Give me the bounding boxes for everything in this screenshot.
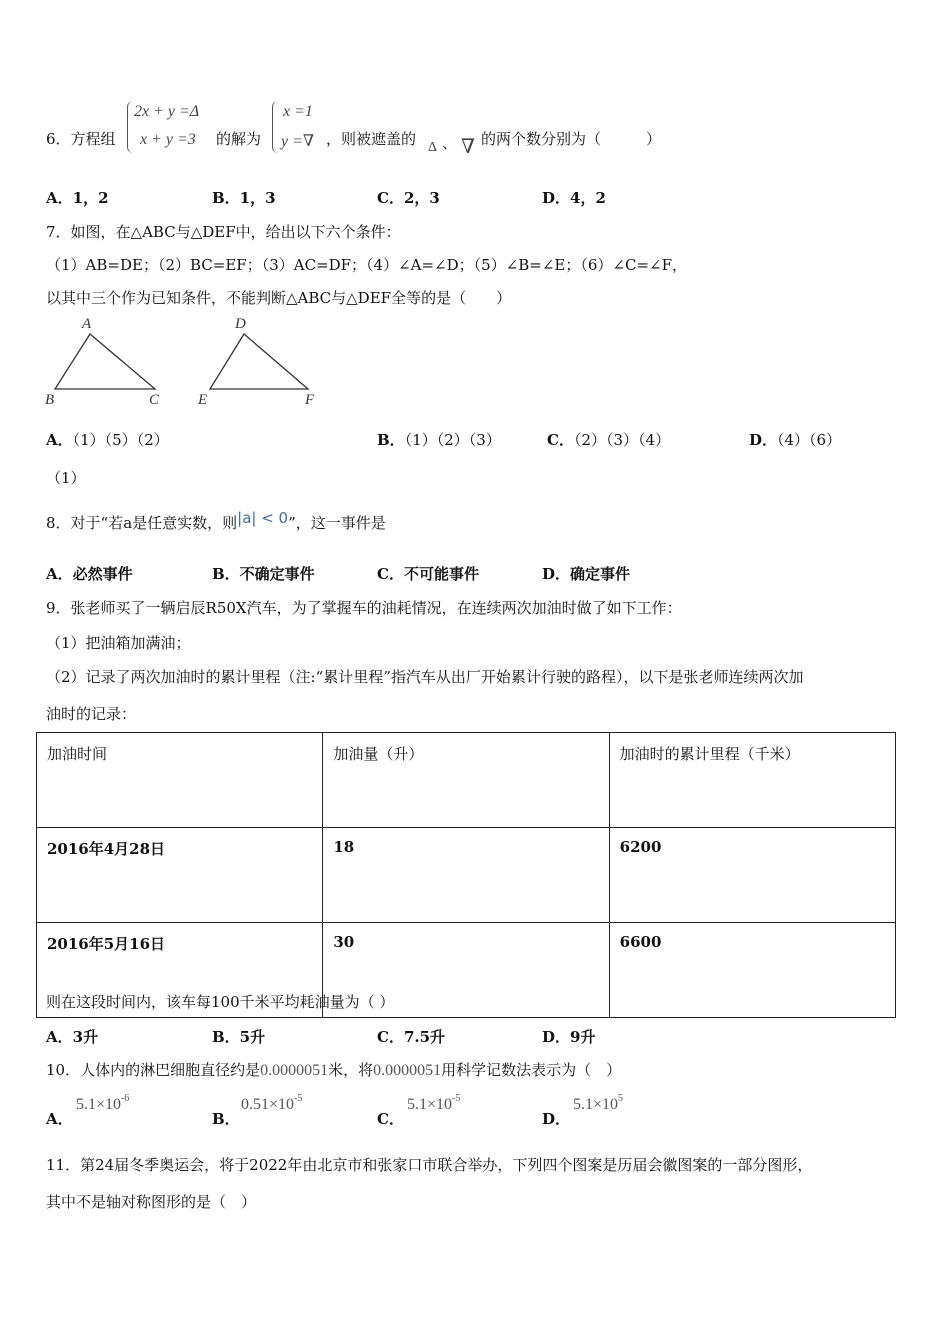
q6-triangle-symbol: Δ [428, 140, 438, 155]
q9-question: 则在这段时间内，该车每100千米平均耗油量为（ ） [46, 993, 395, 1011]
q8-option-c[interactable]: C．不可能事件 [377, 565, 479, 583]
q7-option-d-text: （4）（6） [777, 431, 842, 449]
q7-option-b-text: （1）（2）（3） [404, 431, 501, 449]
q6-prefix: 6．方程组 [46, 130, 116, 148]
cell-amount: 18 [323, 828, 609, 923]
header-cell-mileage: 加油时的累计里程（千米） [609, 733, 895, 828]
q8-option-d[interactable]: D．确定事件 [542, 565, 631, 583]
triangle-abc [55, 334, 155, 389]
q8-option-a[interactable]: A．必然事件 [46, 565, 133, 583]
q7-option-a-letter: A． [46, 431, 73, 449]
q6-system2-brace [272, 101, 279, 153]
label-d: D [235, 316, 246, 332]
q7-option-a-text: （1）（5）（2） [72, 431, 169, 449]
q10-option-c-exponent: -5 [452, 1093, 461, 1104]
q10-number-1: 0.0000051 [260, 1062, 329, 1079]
q8-option-b[interactable]: B．不确定事件 [212, 565, 315, 583]
q6-suffix-text: ，则被遮盖的 [326, 130, 417, 148]
table-header-row [37, 733, 896, 828]
cell-time: 2016年5月16日 [37, 923, 323, 1018]
q10-stem-post: 用科学记数法表示为（ ） [441, 1061, 622, 1079]
q11-line2: 其中不是轴对称图形的是（ ） [46, 1193, 257, 1211]
q10-stem-mid: 米，将 [328, 1061, 374, 1079]
q10-option-d-letter[interactable]: D． [542, 1110, 571, 1128]
q7-option-d-letter: D． [749, 431, 778, 449]
cell-amount: 30 [323, 923, 609, 1018]
table-row [37, 828, 896, 923]
q10-option-d-exponent: 5 [618, 1093, 624, 1104]
q6-system1-line1: 2x + y =Δ [134, 103, 200, 120]
q9-line1: 9．张老师买了一辆启辰R50X汽车，为了掌握车的油耗情况，在连续两次加油时做了如下工作： [46, 599, 682, 617]
q6-separator: 、 [442, 134, 458, 152]
cell-mileage: 6200 [609, 828, 895, 923]
q7-triangle-figure [40, 312, 330, 410]
q7-option-c[interactable] [547, 429, 670, 450]
q6-nabla-symbol: ∇ [461, 136, 475, 158]
label-a: A [82, 316, 92, 332]
q9-line2: （1）把油箱加满油； [46, 634, 191, 652]
q7-stem: 7．如图，在△ABC与△DEF中，给出以下六个条件： [46, 223, 401, 241]
q7-conditions: （1）AB=DE；（2）BC=EF；（3）AC=DF；（4）∠A=∠D；（5）∠B=∠E；（6）∠C=∠F， [46, 256, 688, 274]
q10-option-b-letter[interactable]: B． [212, 1110, 240, 1128]
q7-question: 以其中三个作为已知条件，不能判断△ABC与△DEF全等的是（ ） [46, 289, 512, 307]
q8-stem-pre: 8．对于“若a是任意实数，则 [46, 514, 238, 532]
fuel-record-table [36, 732, 896, 1018]
q10-stem-pre: 10．人体内的淋巴细胞直径约是 [46, 1061, 261, 1079]
q6-system1-line2: x + y =3 [140, 131, 196, 148]
q6-mid-text: 的解为 [216, 130, 262, 148]
q8-stem [46, 509, 386, 533]
q6-system2-line2: y =∇ [281, 133, 315, 150]
cell-mileage: 6600 [609, 923, 895, 1018]
q10-option-b-exponent: -5 [294, 1093, 303, 1104]
q6-system2-line1: x =1 [283, 103, 313, 120]
q6-option-d[interactable]: D．4，2 [542, 189, 606, 207]
q9-option-d[interactable]: D．9升 [542, 1028, 596, 1046]
q10-option-a-value: $5.1\times 10^{-6}$ [76, 1093, 130, 1113]
q7-option-b[interactable] [377, 429, 501, 450]
header-cell-time: 加油时间 [37, 733, 323, 828]
q7-option-a[interactable] [46, 429, 169, 450]
q7-option-b-letter: B． [377, 431, 405, 449]
label-c: C [149, 392, 160, 408]
q8-stem-post: ”，这一事件是 [288, 514, 386, 532]
q9-line4: 油时的记录： [46, 705, 137, 723]
q7-option-c-text: （2）（3）（4） [573, 431, 671, 449]
q9-option-a[interactable]: A．3升 [46, 1028, 99, 1046]
triangle-def [210, 334, 308, 389]
label-f: F [305, 392, 315, 408]
q6-tail-text: 的两个数分别为（ ） [481, 130, 662, 148]
q7-option-d[interactable] [749, 429, 841, 450]
q6-option-c[interactable]: C．2，3 [377, 189, 440, 207]
q6-option-b[interactable]: B．1，3 [212, 189, 276, 207]
q10-number-2: 0.0000051 [373, 1062, 442, 1079]
q8-expression: |a| < 0 [237, 509, 289, 527]
q6-option-a[interactable]: A．1，2 [46, 189, 109, 207]
q9-option-c[interactable]: C．7.5升 [377, 1028, 446, 1046]
q7-option-d-wrap: （1） [46, 469, 86, 487]
q10-option-c-letter[interactable]: C． [377, 1110, 404, 1128]
q6-system1-brace [127, 101, 134, 153]
label-e: E [198, 392, 208, 408]
cell-time: 2016年4月28日 [37, 828, 323, 923]
q10-option-a-exponent: -6 [121, 1093, 130, 1104]
q9-option-b[interactable]: B．5升 [212, 1028, 266, 1046]
q11-line1: 11．第24届冬季奥运会，将于2022年由北京市和张家口市联合举办，下列四个图案是历届会徽图案的一部分图形， [46, 1156, 813, 1174]
q9-line3: （2）记录了两次加油时的累计里程（注:“累计里程”指汽车从出厂开始累计行驶的路程），以下是张老师连续两次加 [46, 668, 804, 686]
q7-option-c-letter: C． [547, 431, 574, 449]
q10-option-a-letter[interactable]: A． [46, 1110, 73, 1128]
q10-option-d-value: $5.1\times 10^5$ [573, 1093, 624, 1113]
q10-stem [46, 1059, 621, 1080]
q10-option-c-value: $5.1\times 10^{-5}$ [407, 1093, 461, 1113]
q10-option-b-value: $0.51\times 10^{-5}$ [241, 1093, 303, 1113]
header-cell-amount: 加油量（升） [323, 733, 609, 828]
label-b: B [45, 392, 55, 408]
